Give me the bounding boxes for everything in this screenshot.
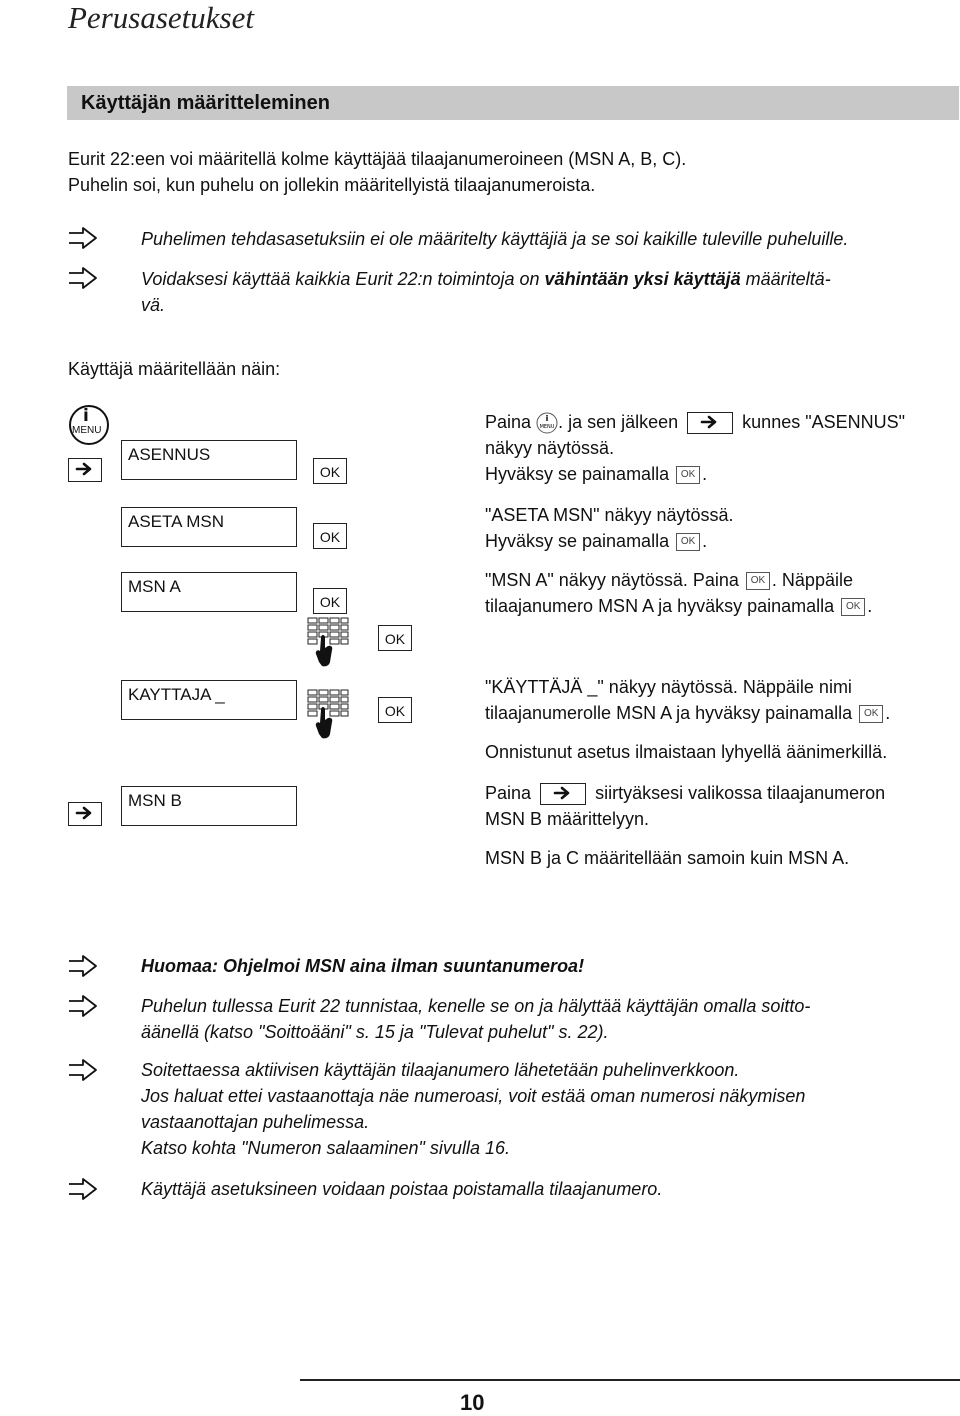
step-6-b: siirtyäksesi valikossa tilaajanumeron xyxy=(595,783,886,803)
ok-mini-icon: OK xyxy=(859,705,883,723)
ok-mini-icon: OK xyxy=(746,572,770,590)
hint-factory-settings: Puhelimen tehdasasetuksiin ei ole määritelty käyttäjiä ja se soi kaikille tuleville puheluille. xyxy=(141,229,849,249)
hint-arrow-icon xyxy=(68,266,98,290)
step-1-e: Hyväksy se painamalla xyxy=(485,464,670,484)
step-2-c: . xyxy=(702,531,708,551)
display-msn-b: MSN B xyxy=(121,786,297,826)
ok-button[interactable]: OK xyxy=(378,697,412,723)
menu-mini-label: MENU xyxy=(539,424,555,431)
hint-number-send xyxy=(141,1057,941,1161)
display-msn-a: MSN A xyxy=(121,572,297,612)
hint-arrow-icon xyxy=(68,994,98,1018)
hint-arrow-icon xyxy=(68,226,98,250)
hint-min-user-line2: vä. xyxy=(141,295,166,315)
ok-mini-icon: OK xyxy=(841,598,865,616)
page-number: 10 xyxy=(460,1390,485,1415)
step-3 xyxy=(485,567,955,619)
step-2 xyxy=(485,502,955,554)
step-4-b: tilaajanumerolle MSN A ja hyväksy painamalla xyxy=(485,703,853,723)
right-arrow-button[interactable] xyxy=(68,458,102,482)
right-arrow-icon xyxy=(75,461,95,477)
hint-ringtone-2: äänellä (katso "Soittoääni" s. 15 ja "Tulevat puhelut" s. 22). xyxy=(141,1022,609,1042)
hint-arrow-icon xyxy=(68,1177,98,1201)
hint-min-user-pre: Voidaksesi käyttää kaikkia Eurit 22:n toimintoja on xyxy=(141,269,545,289)
right-arrow-button[interactable] xyxy=(68,802,102,826)
footer-rule xyxy=(300,1379,960,1381)
section-title: Käyttäjän määritteleminen xyxy=(81,92,330,114)
hint-arrow-icon xyxy=(68,954,98,978)
step-6-c: MSN B määrittelyyn. xyxy=(485,809,650,829)
procedure-heading: Käyttäjä määritellään näin: xyxy=(68,359,281,379)
step-6 xyxy=(485,780,955,832)
info-glyph: i xyxy=(83,406,89,426)
ok-button[interactable]: OK xyxy=(313,458,347,484)
display-kayttaja: KAYTTAJA _ xyxy=(121,680,297,720)
step-1-f: . xyxy=(702,464,708,484)
hint-ringtone xyxy=(141,993,941,1045)
display-aseta-msn: ASETA MSN xyxy=(121,507,297,547)
ok-button[interactable]: OK xyxy=(313,588,347,614)
section-header xyxy=(67,86,959,120)
keypad-hand-icon[interactable] xyxy=(306,688,350,740)
hint-min-user-bold: vähintään yksi käyttäjä xyxy=(544,269,741,289)
menu-icon-label: MENU xyxy=(72,425,102,436)
step-5: Onnistunut asetus ilmaistaan lyhyellä äänimerkillä. xyxy=(485,742,888,762)
step-3-b: . Näppäile xyxy=(771,570,853,590)
hint-delete-user: Käyttäjä asetuksineen voidaan poistaa poistamalla tilaajanumero. xyxy=(141,1179,663,1199)
hint-number-send-3: vastaanottajan puhelimessa. xyxy=(141,1112,370,1132)
step-1-d: näkyy näytössä. xyxy=(485,438,615,458)
right-arrow-icon xyxy=(687,412,733,434)
page-title: Perusasetukset xyxy=(68,0,254,35)
step-3-c: tilaajanumero MSN A ja hyväksy painamalla xyxy=(485,596,835,616)
menu-info-icon[interactable] xyxy=(68,404,110,446)
intro-line-1: Eurit 22:een voi määritellä kolme käyttäjää tilaajanumeroineen (MSN A, B, C). xyxy=(68,149,687,169)
step-1 xyxy=(485,409,955,487)
hint-min-user xyxy=(141,266,941,318)
step-2-b: Hyväksy se painamalla xyxy=(485,531,670,551)
hint-arrow-icon xyxy=(68,1058,98,1082)
hint-ringtone-1: Puhelun tullessa Eurit 22 tunnistaa, kenelle se on ja hälyttää käyttäjän omalla soitto- xyxy=(141,996,811,1016)
step-4-c: . xyxy=(885,703,891,723)
info-glyph-mini: i xyxy=(545,414,549,424)
menu-info-icon xyxy=(536,412,558,434)
step-3-a: "MSN A" näkyy näytössä. Paina xyxy=(485,570,739,590)
ok-button[interactable]: OK xyxy=(378,625,412,651)
keypad-hand-icon[interactable] xyxy=(306,616,350,668)
ok-mini-icon: OK xyxy=(676,533,700,551)
step-3-d: . xyxy=(867,596,873,616)
step-1-c: kunnes "ASENNUS" xyxy=(742,412,906,432)
step-7: MSN B ja C määritellään samoin kuin MSN A. xyxy=(485,848,850,868)
step-4 xyxy=(485,674,955,726)
intro-line-2: Puhelin soi, kun puhelu on jollekin määritellyistä tilaajanumeroista. xyxy=(68,175,596,195)
right-arrow-icon xyxy=(75,805,95,821)
hint-min-user-post: määriteltä- xyxy=(740,269,831,289)
ok-button[interactable]: OK xyxy=(313,523,347,549)
ok-mini-icon: OK xyxy=(676,466,700,484)
display-asennus: ASENNUS xyxy=(121,440,297,480)
step-4-a: "KÄYTTÄJÄ _" näkyy näytössä. Näppäile nimi xyxy=(485,677,852,697)
hint-number-send-1: Soitettaessa aktiivisen käyttäjän tilaajanumero lähetetään puhelinverkkoon. xyxy=(141,1060,740,1080)
hint-note: Huomaa: Ohjelmoi MSN aina ilman suuntanumeroa! xyxy=(141,956,585,976)
hint-number-send-2: Jos haluat ettei vastaanottaja näe numeroasi, voit estää oman numerosi näkymisen xyxy=(141,1086,806,1106)
step-1-a: Paina xyxy=(485,412,532,432)
step-2-a: "ASETA MSN" näkyy näytössä. xyxy=(485,505,734,525)
right-arrow-icon xyxy=(540,783,586,805)
hint-number-send-4: Katso kohta "Numeron salaaminen" sivulla 16. xyxy=(141,1138,510,1158)
step-6-a: Paina xyxy=(485,783,532,803)
step-1-b: . ja sen jälkeen xyxy=(558,412,679,432)
